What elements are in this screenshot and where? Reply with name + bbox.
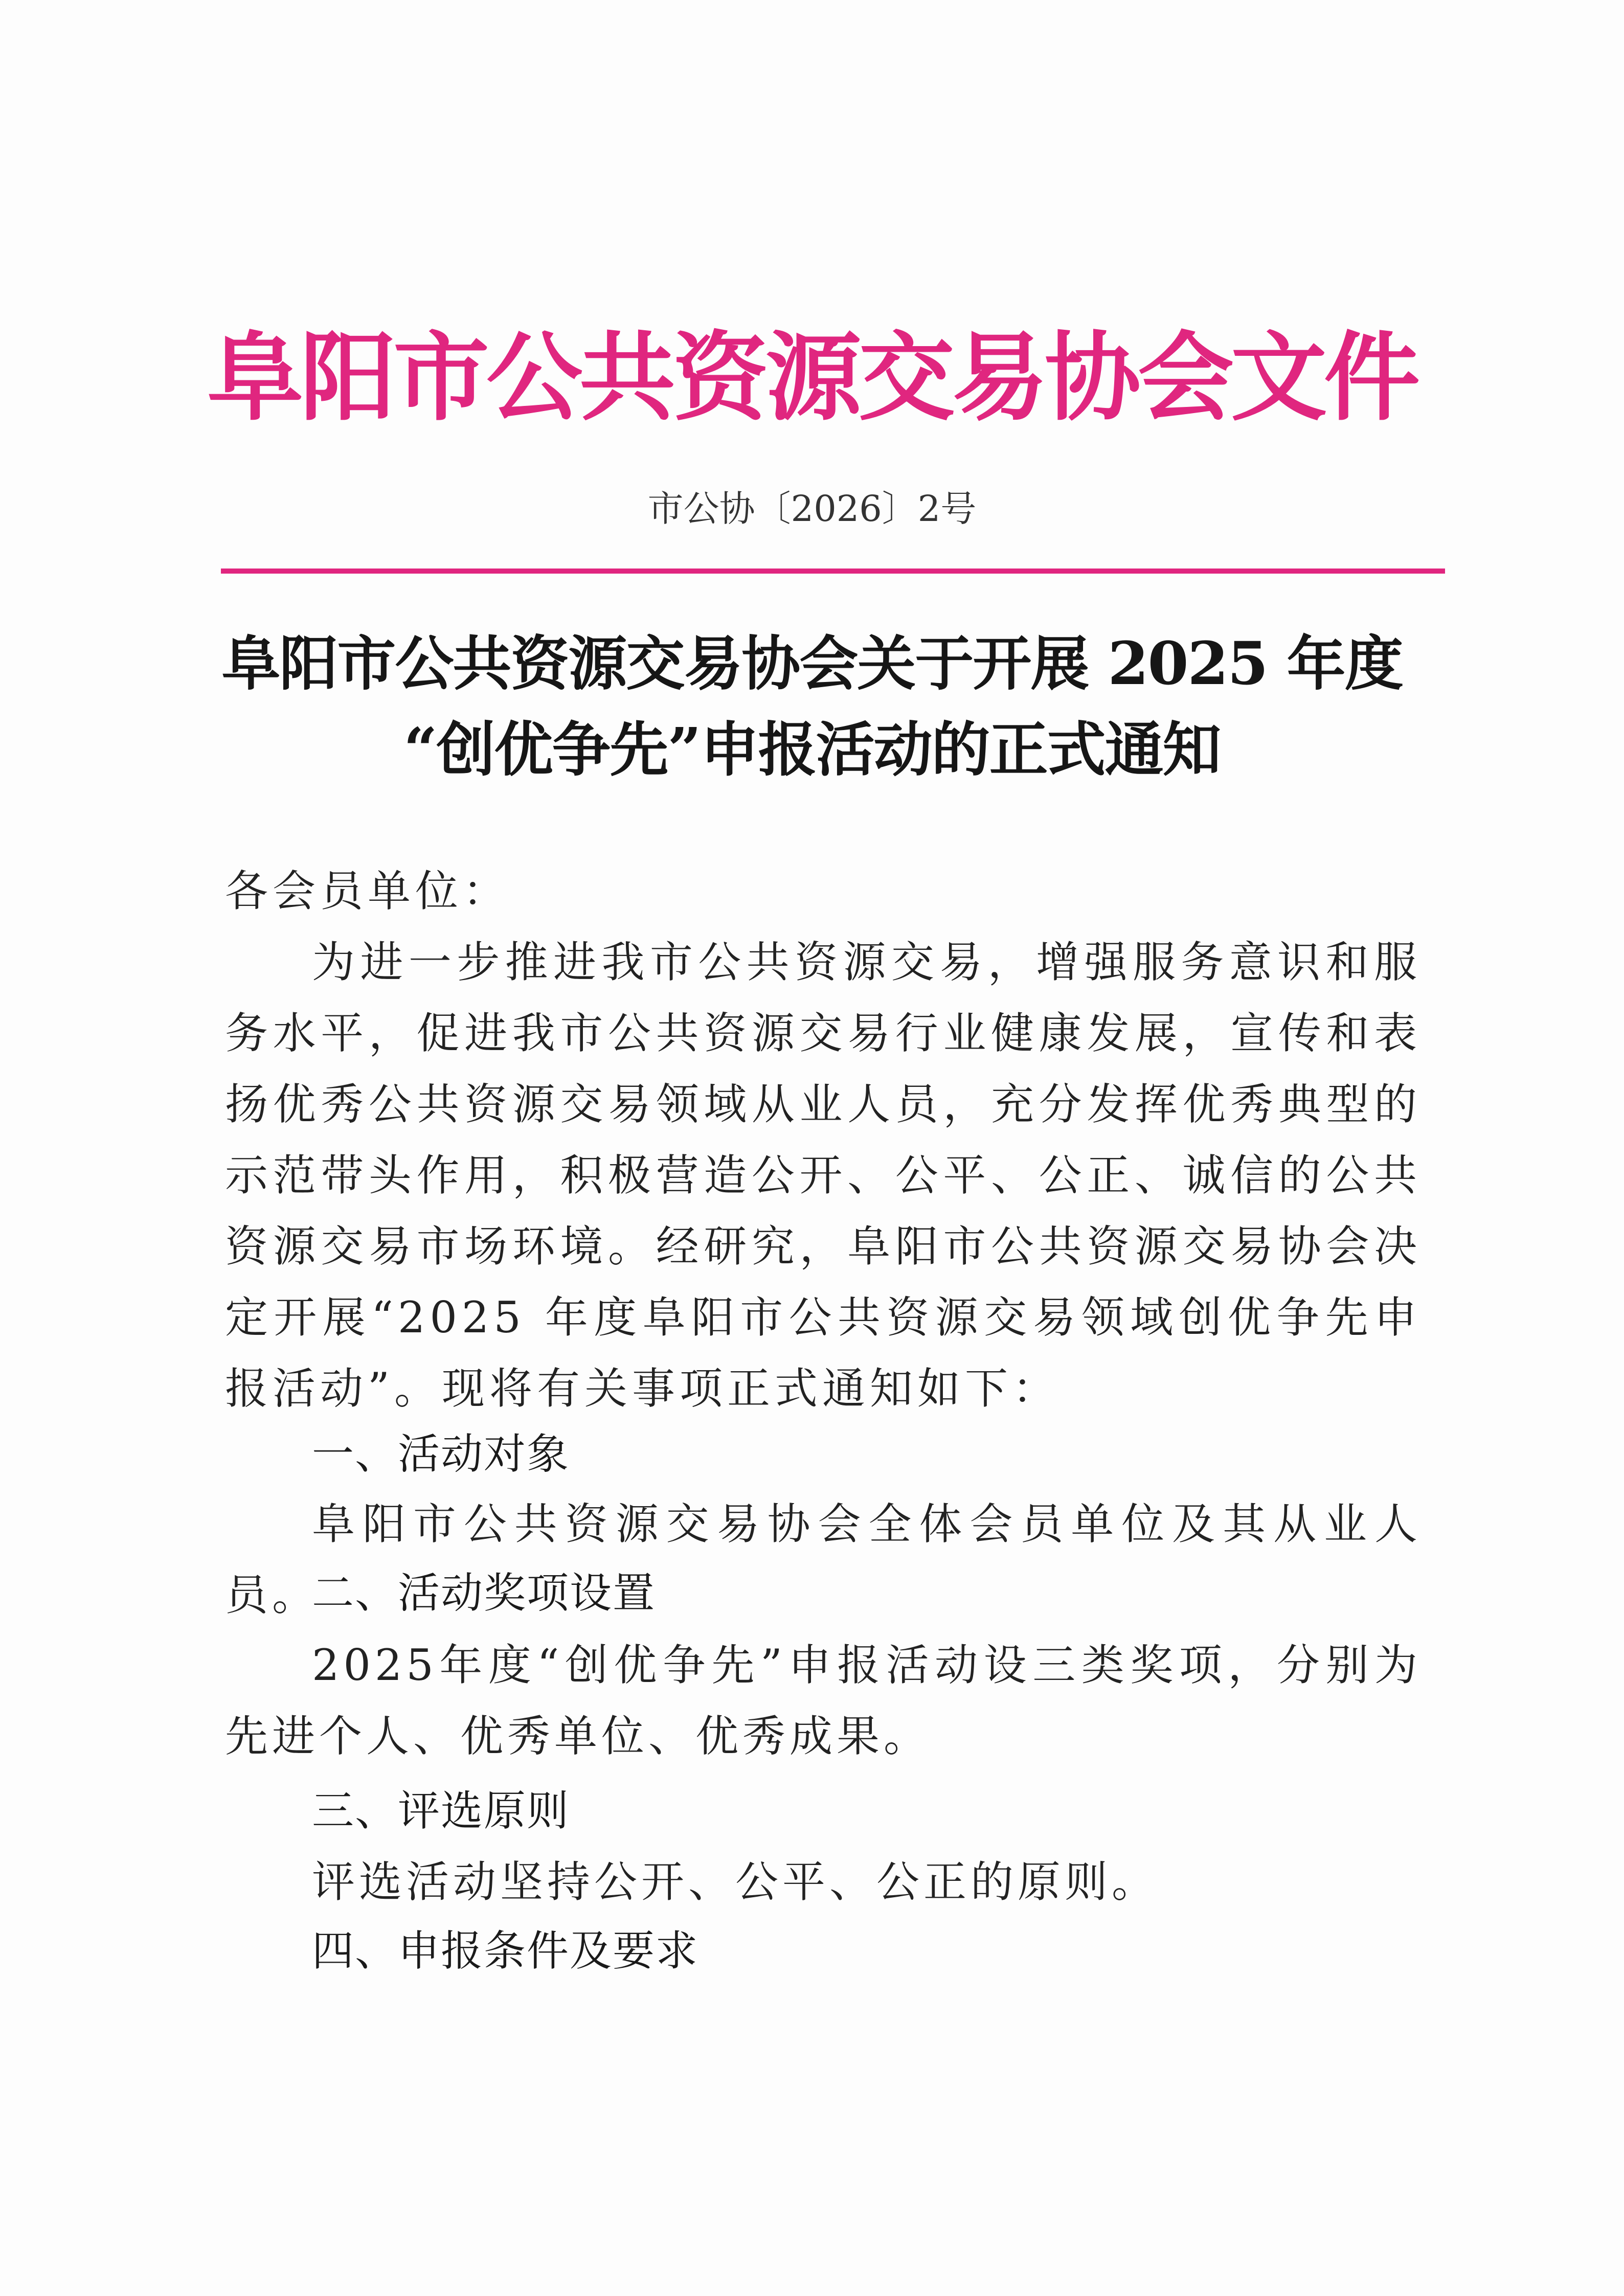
notice-title-line-1: 阜阳市公共资源交易协会关于开展 2025 年度 — [221, 629, 1403, 698]
section-heading-3: 三、评选原则 — [312, 1787, 570, 1835]
section-heading-1: 一、活动对象 — [312, 1430, 570, 1479]
intro-paragraph: 为进一步推进我市公共资源交易，增强服务意识和服务水平，促进我市公共资源交易行业健康发展，宣传和表扬优秀公共资源交易领域从业人员，充分发挥优秀典型的示范带头作用，积极营造公开、公平、公正、诚信的公共资源交易市场环境。经研究，阜阳市公共资源交易协会决定开展“2025 年度阜阳市公共资源交易领域创优争先申报活动”。现将有关事项正式通知如下： — [225, 937, 1422, 1414]
section-body-3: 评选活动坚持公开、公平、公正的原则。 — [312, 1857, 1159, 1907]
document-number: 市公协〔2026〕2号 — [647, 488, 977, 530]
section-body-2: 2025年度“创优争先”申报活动设三类奖项，分别为先进个人、优秀单位、优秀成果。 — [225, 1640, 1422, 1761]
section-body-1: 阜阳市公共资源交易协会全体会员单位及其从业人员。 — [225, 1499, 1422, 1620]
notice-title-line-2: “创优争先”申报活动的正式通知 — [403, 715, 1221, 784]
header-divider — [221, 569, 1445, 574]
salutation: 各会员单位： — [225, 866, 511, 916]
notice-title — [194, 621, 1430, 793]
section-heading-2: 二、活动奖项设置 — [312, 1569, 656, 1618]
org-header-title: 阜阳市公共资源交易协会文件 — [207, 322, 1417, 434]
section-heading-4: 四、申报条件及要求 — [312, 1927, 699, 1975]
